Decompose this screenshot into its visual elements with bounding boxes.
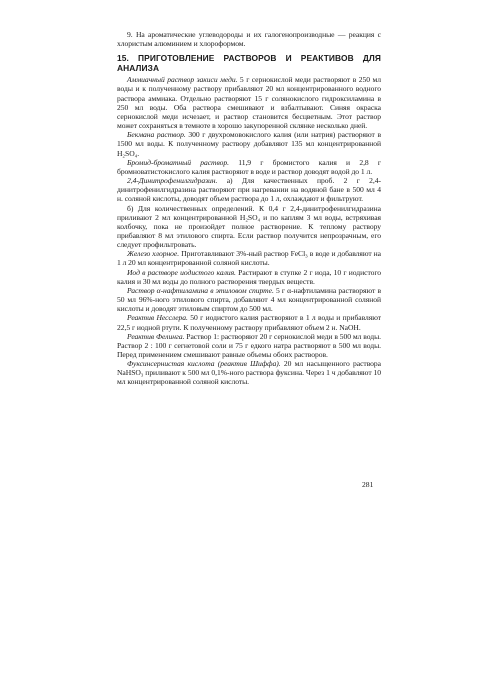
paragraph-term: Реактив Несслера. [127,313,188,323]
paragraph-text: 300 г двухромовокислого калия (или натрия) растворяют в 1500 мл воды. К полученному раствору добавляют 135 мл концентрированной H₂SO₄. [117,130,381,158]
paragraph [117,75,381,130]
paragraph-text: 50 г иодистого калия растворяют в 1 л воды и прибавляют 22,5 г иодной ртути. К полученному раствору прибавляют объем 2 н. NaOH. [117,313,382,332]
paragraph [117,268,381,286]
paragraph [117,176,381,203]
paragraph [117,204,381,250]
paragraph [117,332,381,359]
paragraph-term: Железо хлорное. [127,249,180,259]
paragraph-term: Реактив Фелинга. [127,331,185,341]
intro-paragraph: 9. На ароматические углеводороды и их галогенопроизводные — реакция с хлористым алюминием и хлороформом. [117,30,381,49]
paragraph-text: 11,9 г бромистого калия и 2,8 г бромноватистокислого калия растворяют в воде и раствор доводят водой до 1 л. [117,157,381,176]
paragraph-text: Приготавливают 3%-ный раствор FeCl₃ в воде и добавляют на 1 л 20 мл концентрированной соляной кислоты. [117,249,381,268]
paragraph-text: Раствор 1: растворяют 20 г сернокислой меди в 500 мл воды. Раствор 2 : 100 г сегнетовой соли и 75 г едкого натра растворяют в 500 мл воды. Перед применением смешивают равные объемы обоих растворов. [117,331,381,359]
paragraph-term: Бромид-броматный раствор. [127,157,229,167]
page-number: 281 [362,480,374,489]
section-heading: 15. ПРИГОТОВЛЕНИЕ РАСТВОРОВ И РЕАКТИВОВ ДЛЯ АНАЛИЗА [117,53,381,74]
paragraph-term: Иод в растворе иодистого калия. [127,267,236,277]
paragraph-term: Раствор α-нафтиламина в этиловом спирте. [127,285,274,295]
paragraph-text: б) Для количественных определений. К 0,4 г 2,4-динитрофенилгидразина приливают 2 мл концентрированной H₂SO₄ и по каплям 3 мл воды, встряхивая колбочку, пока не произойдет полное растворение. К теплому раствору прибавляют 8 мл этилового спирта. Если раствор получится непрозрачным, его следует профильтровать. [117,203,381,250]
paragraph [117,249,381,267]
paragraph-text: 5 г сернокислой меди растворяют в 250 мл воды и к полученному раствору прибавляют 20 мл концентрированного водного раствора аммиака. Отдельно растворяют 15 г солянокислого гидроксиламина в 250 мл воды. Оба раствора смешивают и взбалтывают. Синяя окраска сернокислой меди исчезает, и раствор становится бесцветным. Этот раствор может сохраняться в темноте в хорошо закупоренной склянке несколько дней. [117,75,381,131]
paragraph-text: а) Для качественных проб. 2 г 2,4-динитрофенилгидразина растворяют при нагревании на водяной бане в 500 мл 4 н. соляной кислоты, доводят объем раствора до 1 л, охлаждают и фильтруют. [117,176,381,204]
paragraph-text: 5 г α-нафтиламина растворяют в 50 мл 96%-ного этилового спирта, добавляют 4 мл концентрированной соляной кислоты и доводят этиловым спиртом до 500 мл. [117,285,382,314]
paragraph [117,313,381,331]
paragraph-term: Фуксинсернистая кислота (реактив Шиффа). [127,359,281,369]
paragraph-text: 20 мл насыщенного раствора NaHSO₃ приливают к 500 мл 0,1%-ного раствора фуксина. Через 1 ч добавляют 10 мл концентрированной соляной кислоты. [117,359,382,387]
paragraph [117,158,381,176]
intro-block [117,30,381,48]
paragraph [117,286,381,313]
text-column [117,30,381,387]
paragraph-term: Аммиачный раствор закиси меди. [127,75,238,85]
paragraph [117,130,381,157]
paragraph-text: Растирают в ступке 2 г иода, 10 г иодистого калия и 30 мл воды до полного растворения твердых веществ. [117,267,381,286]
paragraph-term: Бекмана раствор. [127,130,186,140]
paragraph [117,359,381,386]
paragraph-term: 2,4-Динитрофенилгидразин. [127,176,218,186]
